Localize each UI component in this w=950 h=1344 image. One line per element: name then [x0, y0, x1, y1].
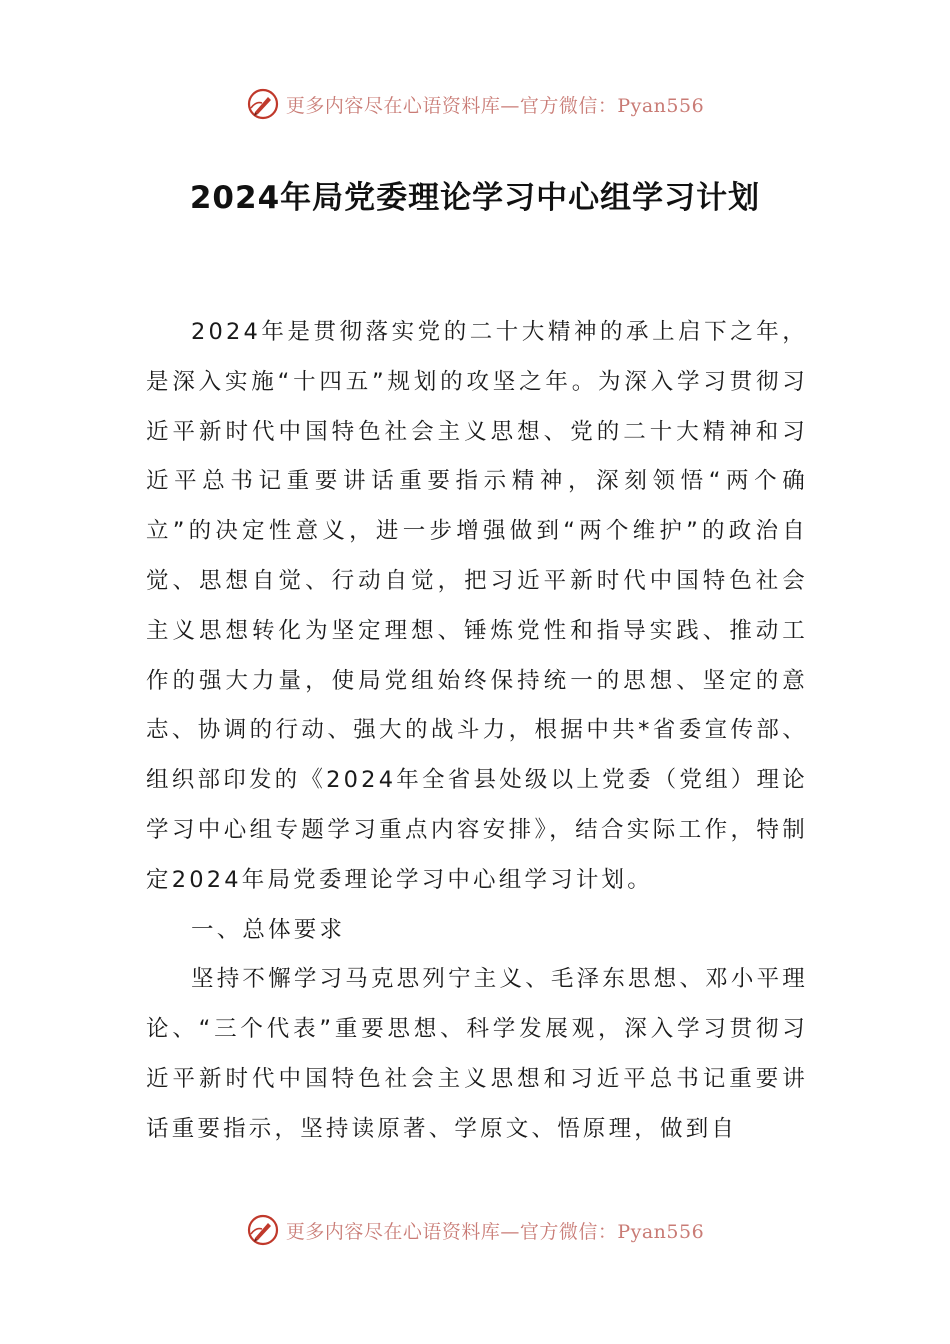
pen-logo-icon	[246, 87, 280, 121]
section-heading-overall-requirements: 一、总体要求	[191, 916, 346, 943]
requirements-paragraph: 坚持不懈学习马克思列宁主义、毛泽东思想、邓小平理论、“三个代表”重要思想、科学发展观，深入学习贯彻习近平新时代中国特色社会主义思想和习近平总书记重要讲话重要指示，坚持读原著、学原文、悟原理，做到自	[146, 966, 808, 1142]
header-watermark-banner	[0, 84, 950, 124]
header-watermark-text: 更多内容尽在心语资料库—官方微信：Pyan556	[285, 94, 705, 117]
document-title: 2024年局党委理论学习中心组学习计划	[189, 180, 761, 216]
footer-watermark-text: 更多内容尽在心语资料库—官方微信：Pyan556	[285, 1220, 705, 1243]
intro-paragraph: 2024年是贯彻落实党的二十大精神的承上启下之年，是深入实施“十四五”规划的攻坚之年。为深入学习贯彻习近平新时代中国特色社会主义思想、党的二十大精神和习近平总书记重要讲话重要指示精神，深刻领悟“两个确立”的决定性意义，进一步增强做到“两个维护”的政治自觉、思想自觉、行动自觉，把习近平新时代中国特色社会主义思想转化为坚定理想、锤炼党性和指导实践、推动工作的强大力量，使局党组始终保持统一的思想、坚定的意志、协调的行动、强大的战斗力，根据中共*省委宣传部、组织部印发的《2024年全省县处级以上党委（党组）理论学习中心组专题学习重点内容安排》，结合实际工作，特制定2024年局党委理论学习中心组学习计划。	[146, 319, 808, 893]
pen-logo-icon	[246, 1213, 280, 1247]
document-body	[146, 308, 808, 1155]
footer-watermark-banner	[0, 1210, 950, 1250]
